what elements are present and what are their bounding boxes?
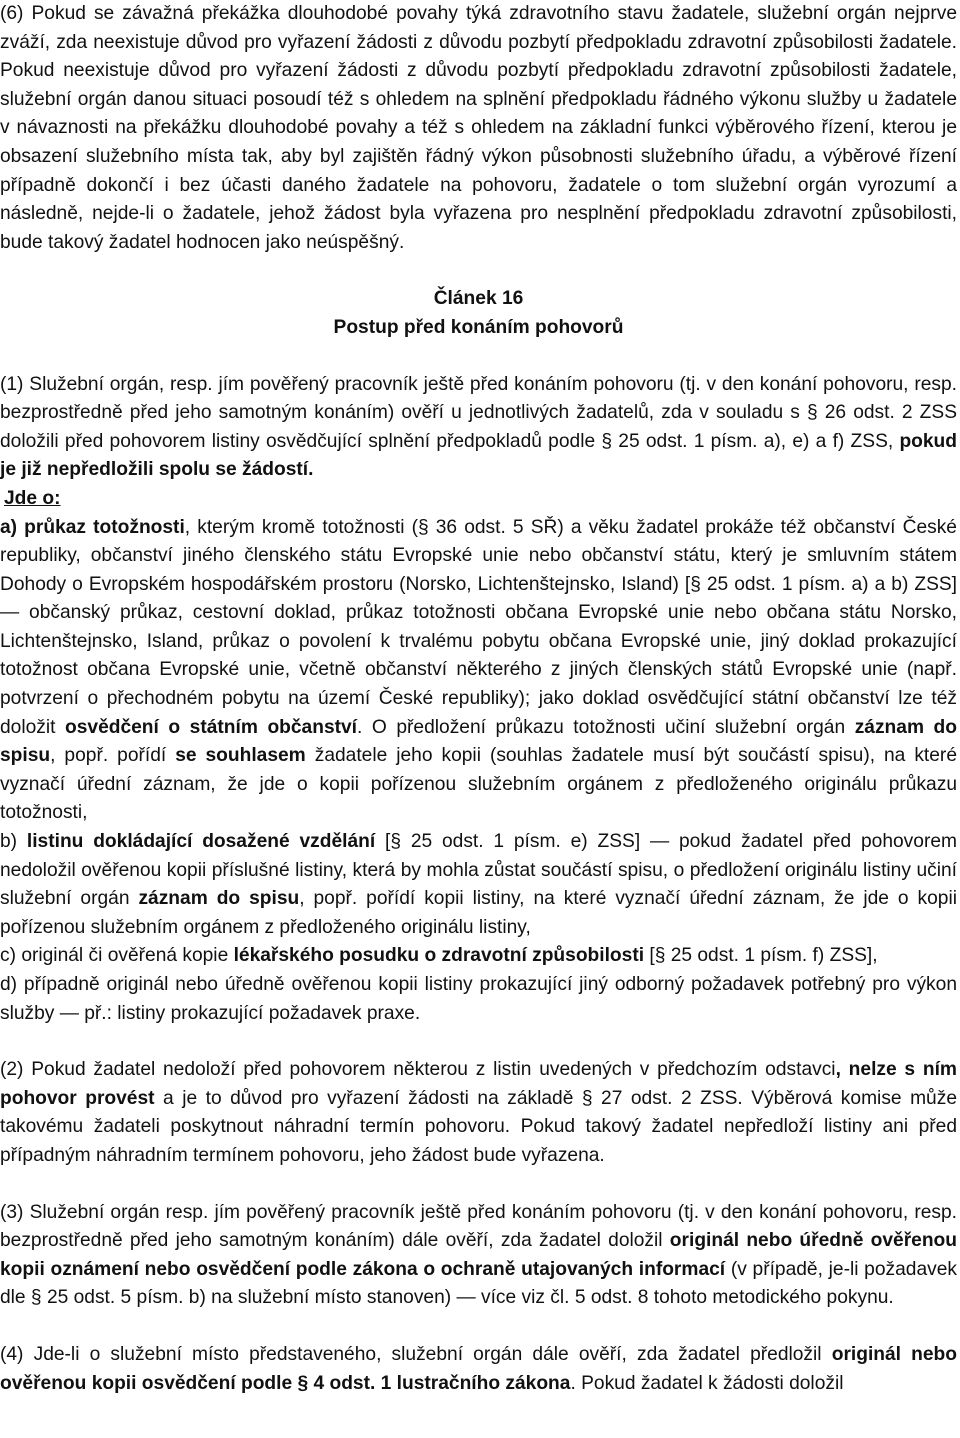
- paragraph-6: [0, 0, 957, 257]
- spacer: [0, 1171, 957, 1199]
- spacer: [0, 343, 957, 371]
- paragraph-2: [0, 1056, 957, 1170]
- spacer: [0, 1028, 957, 1056]
- text-run: [§ 25 odst. 1 písm. f) ZSS],: [644, 945, 878, 967]
- article-title: Postup před konáním pohovorů: [333, 316, 624, 338]
- text-run: žadatele jeho kopii (souhlas žadatele musí být součástí spisu), na které vyznačí úřední záznam, že jde o kopii pořízenou služebním orgánem z předloženého originálu průkazu totožnosti,: [0, 745, 957, 824]
- bold-text-run: listinu dokládající dosažené vzdělání: [26, 831, 376, 853]
- text-run: , kterým kromě totožnosti (§ 36 odst. 5 SŘ) a věku žadatel prokáže též občanství České republiky, občanství jiného členského státu Evropské unie nebo občanství státu, který je smluvním státem Dohody o Evropském hospodářském prostoru (Norsko, Lichtenštejnsko, Island) [§ 25 odst. 1 písm. a) a b) ZSS] — občanský průkaz, cestovní doklad, průkaz totožnosti občana Evropské unie nebo občana státu Norsko, Lichtenštejnsko, Island, průkaz o povolení k trvalému pobytu občana Evropské unie, jiný doklad prokazující totožnost občana Evropské unie, včetně občanství některého z jiných členských států Evropské unie (např. potvrzení o přechodném pobytu na území České republiky); jako doklad osvědčující státní občanství lze též doložit: [0, 516, 957, 738]
- text-run: (2) Pokud žadatel nedoloží před pohovorem některou z listin uvedených v předchozím odstavci: [0, 1059, 836, 1081]
- article-number: Článek 16: [433, 288, 524, 310]
- text-run: (4) Jde-li o služební místo představeného, služební orgán dále ověří, zda žadatel předložil: [0, 1343, 832, 1365]
- list-item-c: [0, 942, 957, 971]
- text-run: , popř. pořídí kopii listiny, na které vyznačí úřední záznam, že jde o kopii pořízenou služebním orgánem z předloženého originálu listiny,: [0, 888, 958, 938]
- text-run: , popř. pořídí: [50, 745, 176, 767]
- spacer: [0, 1313, 957, 1341]
- text-run: a je to důvod pro vyřazení žádosti na základě § 27 odst. 2 ZSS. Výběrová komise může takovému žadateli poskytnout náhradní termín pohovoru. Pokud takový žadatel nepředloží listiny ani před případným náhradním termínem pohovoru, jeho žádost bude vyřazena.: [0, 1087, 957, 1166]
- text-run: (3) Služební orgán resp. jím pověřený pracovník ještě před konáním pohovoru (tj. v den konání pohovoru, resp. bezprostředně před jeho samotným konáním) dále ověří, zda žadatel doložil: [0, 1201, 957, 1252]
- bold-text-run: originál nebo úředně ověřenou kopii oznámení nebo osvědčení podle zákona o ochraně utajovaných informací: [0, 1230, 958, 1280]
- text-run: (1) Služební orgán, resp. jím pověřený pracovník ještě před konáním pohovoru (tj. v den konání pohovoru, resp. bezprostředně před jeho samotným konáním) ověří u jednotlivých žadatelů, zda v souladu s § 26 odst. 2 ZSS doložili před pohovorem listiny osvědčující splnění předpokladů podle § 25 odst. 1 písm. a), e) a f) ZSS,: [0, 373, 957, 452]
- bold-text-run: záznam do spisu: [0, 716, 957, 767]
- bold-text-run: záznam do spisu: [138, 888, 300, 910]
- text-run: d) případně originál nebo úředně ověřenou kopii listiny prokazující jiný odborný požadavek potřebný pro výkon služby — př.: listiny prokazující požadavek praxe.: [0, 974, 957, 1024]
- list-intro: [0, 485, 957, 514]
- spacer: [0, 257, 957, 285]
- list-item-a: [0, 514, 957, 829]
- bold-text-run: lékařského posudku o zdravotní způsobilosti: [233, 945, 645, 967]
- bold-text-run: se souhlasem: [175, 745, 306, 767]
- bold-text-run: pokud je již nepředložili spolu se žádostí.: [0, 430, 957, 481]
- text-run: c) originál či ověřená kopie: [0, 945, 234, 967]
- paragraph-1: [0, 371, 957, 485]
- jde-o-label: Jde o:: [4, 487, 61, 509]
- bold-text-run: osvědčení o státním občanství: [65, 716, 358, 738]
- paragraph-3: [0, 1199, 957, 1313]
- bold-text-run: originál nebo ověřenou kopii osvědčení podle § 4 odst. 1 lustračního zákona: [0, 1343, 957, 1394]
- bold-text-run: , nelze s ním pohovor provést: [0, 1059, 957, 1109]
- text-run: (v případě, je-li požadavek dle § 25 odst. 5 písm. b) na služební místo stanoven) — více viz čl. 5 odst. 8 tohoto metodického pokynu.: [0, 1258, 957, 1309]
- list-item-b: [0, 828, 957, 942]
- list-item-d: [0, 971, 957, 1028]
- bold-text-run: a) průkaz totožnosti: [0, 516, 185, 538]
- text-run: (6) Pokud se závažná překážka dlouhodobé povahy týká zdravotního stavu žadatele, služební orgán nejprve zváží, zda neexistuje důvod pro vyřazení žádosti z důvodu pozbytí předpokladu zdravotní způsobilosti žadatele. Pokud neexistuje důvod pro vyřazení žádosti z důvodu pozbytí předpokladu zdravotní způsobilosti žadatele, služební orgán danou situaci posoudí též s ohledem na splnění předpokladu řádného výkonu služby u žadatele v návaznosti na překážku dlouhodobé povahy a též s ohledem na základní funkci výběrového řízení, kterou je obsazení služebního místa tak, aby byl zajištěn řádný výkon působnosti služebního úřadu, a výběrové řízení případně dokončí i bez účasti daného žadatele na pohovoru, žadatele o tom služební orgán vyrozumí a následně, nejde-li o žadatele, jehož žádost byla vyřazena pro nesplnění předpokladu zdravotní způsobilosti, bude takový žadatel hodnocen jako neúspěšný.: [0, 3, 957, 253]
- text-run: . O předložení průkazu totožnosti učiní služební orgán: [357, 716, 855, 738]
- text-run: . Pokud žadatel k žádosti doložil: [570, 1372, 844, 1394]
- paragraph-4: [0, 1341, 957, 1398]
- text-run: b): [0, 831, 27, 853]
- text-run: [§ 25 odst. 1 písm. e) ZSS] — pokud žadatel před pohovorem nedoložil ověřenou kopii příslušné listiny, která by mohla zůstat součástí spisu, o předložení originálu listiny učiní služební orgán: [0, 831, 957, 910]
